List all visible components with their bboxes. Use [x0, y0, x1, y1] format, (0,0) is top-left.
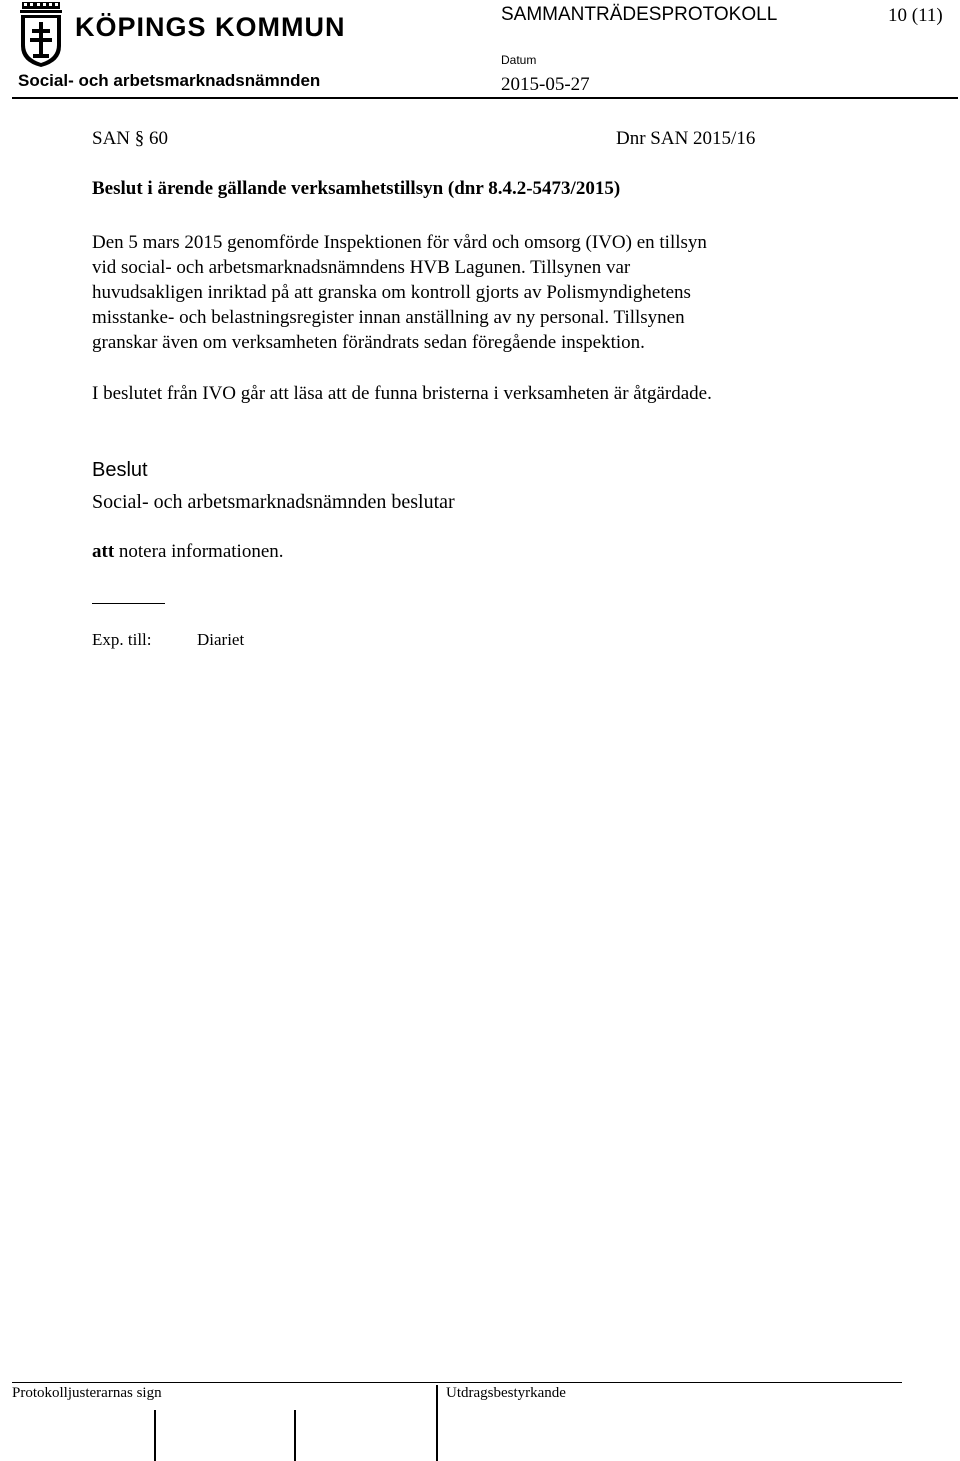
paragraph-line: misstanke- och belastningsregister innan anställning av ny personal. Tillsynen [92, 307, 685, 328]
footer-divider [12, 1382, 902, 1383]
coat-of-arms-icon [18, 2, 64, 68]
signature-box-divider [436, 1385, 438, 1461]
paragraph-line: huvudsakligen inriktad på att granska om kontroll gjorts av Polismyndighetens [92, 282, 691, 303]
decision-heading: Beslut [92, 459, 148, 481]
decision-text: notera informationen. [114, 541, 284, 562]
extract-certification-label: Utdragsbestyrkande [446, 1385, 566, 1401]
date-label: Datum [501, 53, 537, 67]
signature-box-divider [154, 1410, 156, 1461]
document-type: SAMMANTRÄDESPROTOKOLL [501, 4, 778, 25]
body-paragraph [92, 230, 852, 355]
logo-text: KÖPINGS KOMMUN [75, 12, 346, 42]
short-divider [92, 603, 165, 604]
subject-heading: Beslut i ärende gällande verksamhetstillsyn (dnr 8.4.2-5473/2015) [92, 178, 621, 199]
organization-name: Social- och arbetsmarknadsnämnden [18, 71, 321, 90]
date-value: 2015-05-27 [501, 74, 590, 95]
signature-box-divider [294, 1410, 296, 1461]
distribution-value: Diariet [197, 630, 245, 649]
section-reference: SAN § 60 [92, 128, 169, 149]
decision-att: att [92, 541, 115, 562]
distribution-label: Exp. till: [92, 630, 152, 649]
decision-line [92, 541, 284, 563]
paragraph-line: Den 5 mars 2015 genomförde Inspektionen för vård och omsorg (IVO) en tillsyn [92, 232, 707, 253]
signature-label: Protokolljusterarnas sign [12, 1385, 162, 1401]
page-number: 10 (11) [888, 5, 943, 26]
case-number: Dnr SAN 2015/16 [616, 128, 756, 149]
decision-statement: Social- och arbetsmarknadsnämnden beslutar [92, 491, 455, 513]
body-paragraph-2: I beslutet från IVO går att läsa att de funna bristerna i verksamheten är åtgärdade. [92, 383, 712, 404]
header-divider [12, 97, 958, 99]
paragraph-line: granskar även om verksamheten förändrats sedan föregående inspektion. [92, 332, 645, 353]
paragraph-line: vid social- och arbetsmarknadsnämndens HVB Lagunen. Tillsynen var [92, 257, 631, 278]
municipality-logo [18, 2, 346, 68]
